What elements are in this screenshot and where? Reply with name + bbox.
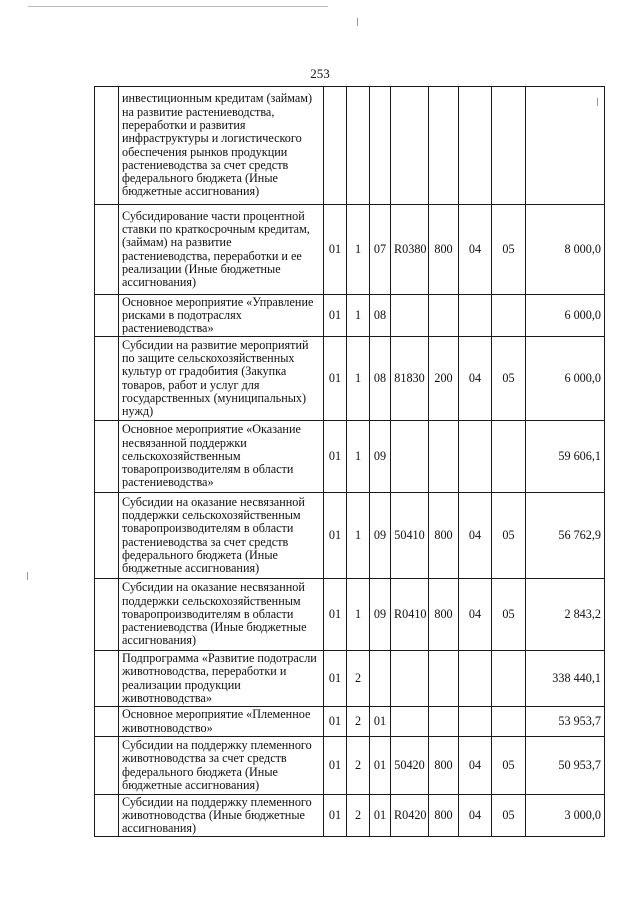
top-rule — [28, 6, 328, 7]
blank-cell — [95, 337, 119, 421]
table-row — [95, 579, 605, 651]
row-name: Основное мероприятие «Племенное животноводство» — [119, 707, 324, 737]
main-event-code: 09 — [370, 579, 391, 651]
page-number: 253 — [310, 66, 330, 81]
table-row — [95, 651, 605, 707]
subprogram-code: 2 — [347, 707, 370, 737]
section-code: 04 — [459, 337, 492, 421]
scan-speck — [357, 18, 358, 26]
expense-type-code: 800 — [429, 493, 459, 579]
amount: 56 762,9 — [526, 493, 605, 579]
subsection-code: 05 — [492, 579, 526, 651]
subsection-code — [492, 707, 526, 737]
program-code: 01 — [324, 579, 347, 651]
direction-code: R0420 — [391, 795, 429, 837]
table-row — [95, 795, 605, 837]
budget-table — [94, 86, 605, 837]
blank-cell — [95, 795, 119, 837]
blank-cell — [95, 493, 119, 579]
program-code — [324, 87, 347, 205]
amount: 59 606,1 — [526, 421, 605, 493]
subsection-code: 05 — [492, 795, 526, 837]
subsection-code — [492, 87, 526, 205]
amount: 6 000,0 — [526, 295, 605, 337]
blank-cell — [95, 651, 119, 707]
expense-type-code — [429, 421, 459, 493]
expense-type-code: 200 — [429, 337, 459, 421]
row-name: Основное мероприятие «Оказание несвязанной поддержки сельскохозяйственным товаропроизводителям в области растениеводства» — [119, 421, 324, 493]
direction-code — [391, 651, 429, 707]
row-name: Подпрограмма «Развитие подотрасли животноводства, переработки и реализации продукции животноводства» — [119, 651, 324, 707]
subprogram-code: 1 — [347, 295, 370, 337]
blank-cell — [95, 205, 119, 295]
main-event-code: 09 — [370, 493, 391, 579]
direction-code — [391, 421, 429, 493]
amount: 2 843,2 — [526, 579, 605, 651]
table-row — [95, 737, 605, 795]
subprogram-code: 1 — [347, 205, 370, 295]
blank-cell — [95, 87, 119, 205]
table-row — [95, 295, 605, 337]
section-code — [459, 87, 492, 205]
amount — [526, 87, 605, 205]
subprogram-code: 2 — [347, 651, 370, 707]
subprogram-code: 2 — [347, 737, 370, 795]
main-event-code: 07 — [370, 205, 391, 295]
section-code: 04 — [459, 737, 492, 795]
section-code: 04 — [459, 579, 492, 651]
section-code — [459, 295, 492, 337]
direction-code: 50410 — [391, 493, 429, 579]
row-name: Субсидии на развитие мероприятий по защите сельскохозяйственных культур от градобития (Закупка товаров, работ и услуг для государственных (муниципальных) нужд) — [119, 337, 324, 421]
subprogram-code: 1 — [347, 493, 370, 579]
subsection-code: 05 — [492, 337, 526, 421]
amount: 3 000,0 — [526, 795, 605, 837]
subprogram-code — [347, 87, 370, 205]
direction-code — [391, 707, 429, 737]
subprogram-code: 1 — [347, 337, 370, 421]
blank-cell — [95, 737, 119, 795]
direction-code: 50420 — [391, 737, 429, 795]
main-event-code — [370, 651, 391, 707]
expense-type-code — [429, 87, 459, 205]
subsection-code: 05 — [492, 205, 526, 295]
section-code — [459, 421, 492, 493]
program-code: 01 — [324, 651, 347, 707]
section-code: 04 — [459, 795, 492, 837]
program-code: 01 — [324, 795, 347, 837]
subprogram-code: 1 — [347, 579, 370, 651]
table-row — [95, 337, 605, 421]
row-name: Субсидии на оказание несвязанной поддержки сельскохозяйственным товаропроизводителям в области растениеводства за счет средств федерального бюджета (Иные бюджетные ассигнования) — [119, 493, 324, 579]
amount: 53 953,7 — [526, 707, 605, 737]
expense-type-code — [429, 295, 459, 337]
subprogram-code: 2 — [347, 795, 370, 837]
main-event-code: 08 — [370, 295, 391, 337]
blank-cell — [95, 707, 119, 737]
direction-code — [391, 295, 429, 337]
expense-type-code: 800 — [429, 579, 459, 651]
row-name: Субсидии на оказание несвязанной поддержки сельскохозяйственным товаропроизводителям в области растениеводства (Иные бюджетные ассигнования) — [119, 579, 324, 651]
subsection-code: 05 — [492, 493, 526, 579]
direction-code: R0380 — [391, 205, 429, 295]
main-event-code: 01 — [370, 795, 391, 837]
expense-type-code: 800 — [429, 205, 459, 295]
expense-type-code — [429, 651, 459, 707]
amount: 50 953,7 — [526, 737, 605, 795]
row-name: Субсидии на поддержку племенного животноводства за счет средств федерального бюджета (Иные бюджетные ассигнования) — [119, 737, 324, 795]
subprogram-code: 1 — [347, 421, 370, 493]
program-code: 01 — [324, 421, 347, 493]
amount: 6 000,0 — [526, 337, 605, 421]
expense-type-code — [429, 707, 459, 737]
direction-code: R0410 — [391, 579, 429, 651]
main-event-code: 01 — [370, 707, 391, 737]
program-code: 01 — [324, 707, 347, 737]
amount: 8 000,0 — [526, 205, 605, 295]
blank-cell — [95, 295, 119, 337]
main-event-code — [370, 87, 391, 205]
row-name: Основное мероприятие «Управление рисками в подотраслях растениеводства» — [119, 295, 324, 337]
main-event-code: 01 — [370, 737, 391, 795]
expense-type-code: 800 — [429, 737, 459, 795]
table-row — [95, 707, 605, 737]
row-name: Субсидирование части процентной ставки по краткосрочным кредитам, (займам) на развитие растениеводства, переработки и ее реализации (Иные бюджетные ассигнования) — [119, 205, 324, 295]
section-code: 04 — [459, 493, 492, 579]
row-name: инвестиционным кредитам (займам) на развитие растениеводства, переработки и развития инфраструктуры и логистического обеспечения рынков продукции растениеводства за счет средств федерального бюджета (Иные бюджетные ассигнования) — [119, 87, 324, 205]
table-row — [95, 421, 605, 493]
program-code: 01 — [324, 295, 347, 337]
scan-speck — [27, 572, 28, 580]
subsection-code — [492, 421, 526, 493]
main-event-code: 08 — [370, 337, 391, 421]
table-row — [95, 493, 605, 579]
main-event-code: 09 — [370, 421, 391, 493]
direction-code: 81830 — [391, 337, 429, 421]
section-code — [459, 707, 492, 737]
table-row — [95, 87, 605, 205]
direction-code — [391, 87, 429, 205]
table-row — [95, 205, 605, 295]
section-code: 04 — [459, 205, 492, 295]
program-code: 01 — [324, 737, 347, 795]
subsection-code — [492, 295, 526, 337]
blank-cell — [95, 579, 119, 651]
program-code: 01 — [324, 493, 347, 579]
program-code: 01 — [324, 337, 347, 421]
subsection-code — [492, 651, 526, 707]
blank-cell — [95, 421, 119, 493]
section-code — [459, 651, 492, 707]
expense-type-code: 800 — [429, 795, 459, 837]
subsection-code: 05 — [492, 737, 526, 795]
amount: 338 440,1 — [526, 651, 605, 707]
row-name: Субсидии на поддержку племенного животноводства (Иные бюджетные ассигнования) — [119, 795, 324, 837]
program-code: 01 — [324, 205, 347, 295]
